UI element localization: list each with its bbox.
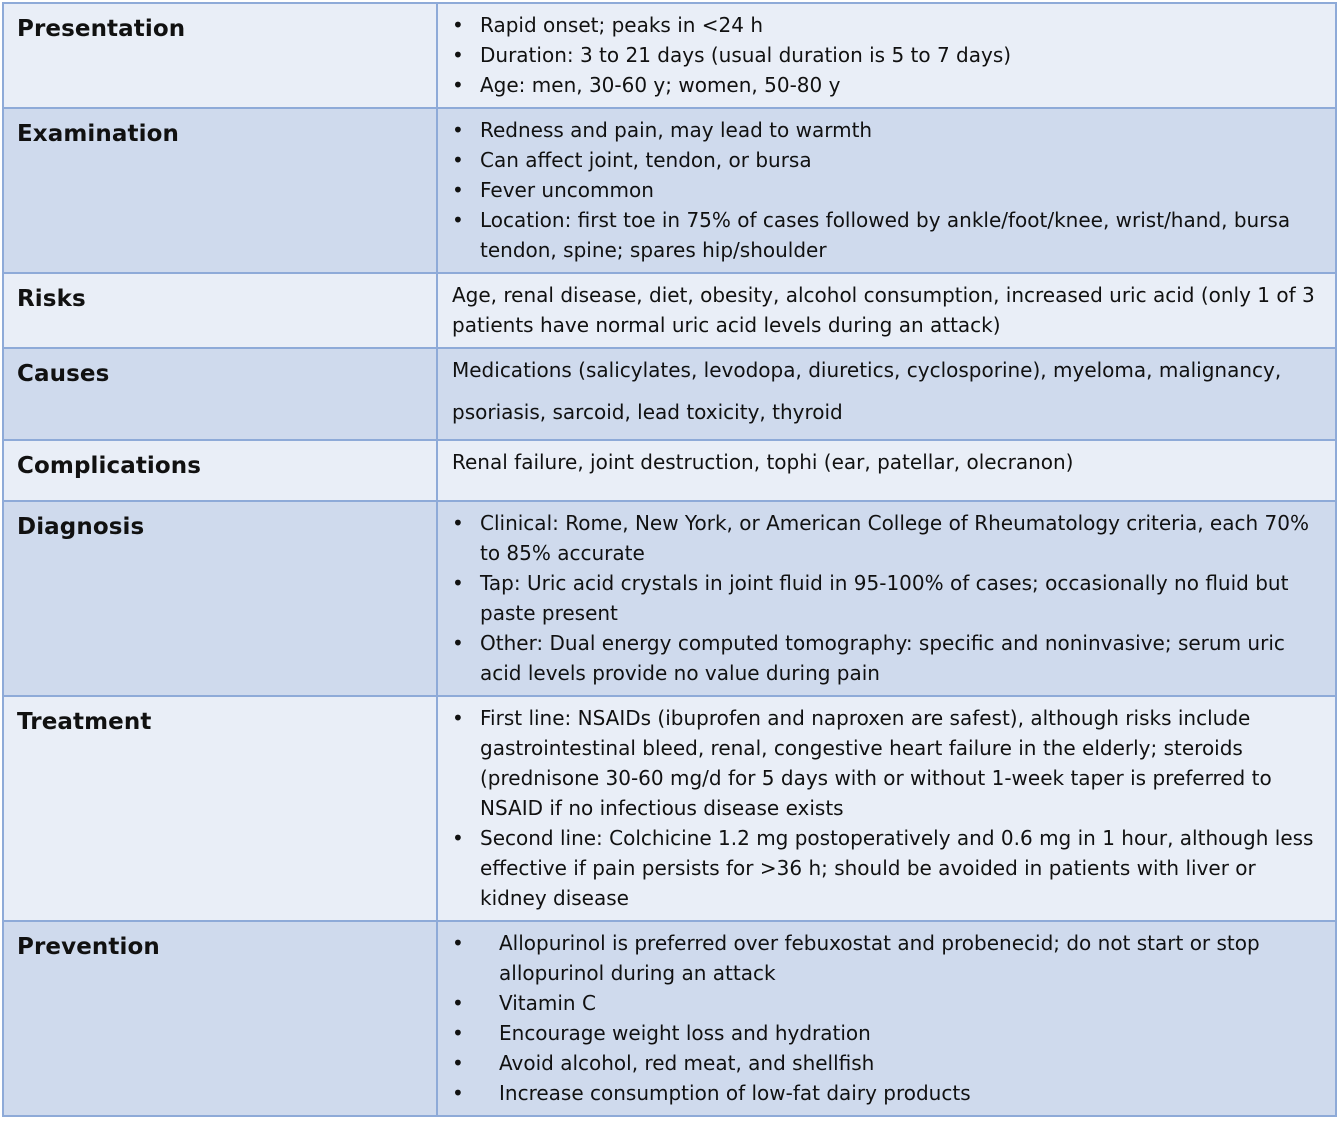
bullet-icon: • bbox=[452, 931, 464, 955]
row-label-risks: Risks bbox=[17, 286, 86, 312]
row-label-diagnosis: Diagnosis bbox=[17, 514, 145, 540]
row-label-examination: Examination bbox=[17, 121, 179, 147]
table-row bbox=[3, 108, 1336, 273]
list-item: • Avoid alcohol, red meat, and shellfish bbox=[452, 1048, 1323, 1078]
row-label-presentation: Presentation bbox=[17, 16, 186, 42]
list-item: • Redness and pain, may lead to warmth bbox=[452, 115, 1323, 145]
list-item: • Rapid onset; peaks in <24 h bbox=[452, 10, 1323, 40]
risks-text: Age, renal disease, diet, obesity, alcohol consumption, increased uric acid (only 1 of 3 patients have normal uric acid levels during an attack) bbox=[452, 283, 1315, 337]
list-item: • First line: NSAIDs (ibuprofen and naproxen are safest), although risks include gastrointestinal bleed, renal, congestive heart failure in the elderly; steroids (prednisone 30-60 mg/d for 5 days with or without 1-week taper is preferred to NSAID if no infectious disease exists bbox=[452, 703, 1323, 823]
table-row bbox=[3, 440, 1336, 501]
list-item: • Clinical: Rome, New York, or American College of Rheumatology criteria, each 70% to 85% accurate bbox=[452, 508, 1323, 568]
table-row bbox=[3, 273, 1336, 348]
list-item: • Location: first toe in 75% of cases followed by ankle/foot/knee, wrist/hand, bursa tendon, spine; spares hip/shoulder bbox=[452, 205, 1323, 265]
gout-summary-table bbox=[2, 2, 1337, 1117]
bullet-icon: • bbox=[452, 178, 464, 202]
list-item: • Vitamin C bbox=[452, 988, 1323, 1018]
list-item: • Fever uncommon bbox=[452, 175, 1323, 205]
prevention-list bbox=[438, 922, 1335, 1112]
bullet-icon: • bbox=[452, 511, 464, 535]
bullet-icon: • bbox=[452, 826, 464, 850]
list-item: • Duration: 3 to 21 days (usual duration is 5 to 7 days) bbox=[452, 40, 1323, 70]
list-item: • Encourage weight loss and hydration bbox=[452, 1018, 1323, 1048]
bullet-icon: • bbox=[452, 43, 464, 67]
causes-text: Medications (salicylates, levodopa, diuretics, cyclosporine), myeloma, malignancy, psoriasis, sarcoid, lead toxicity, thyroid bbox=[452, 358, 1282, 424]
row-label-complications: Complications bbox=[17, 453, 202, 479]
bullet-icon: • bbox=[452, 118, 464, 142]
presentation-list bbox=[438, 4, 1335, 104]
table-row bbox=[3, 921, 1336, 1116]
bullet-icon: • bbox=[452, 631, 464, 655]
list-item: • Other: Dual energy computed tomography: specific and noninvasive; serum uric acid levels provide no value during pain bbox=[452, 628, 1323, 688]
table-row bbox=[3, 348, 1336, 440]
row-label-causes: Causes bbox=[17, 361, 110, 387]
table-row bbox=[3, 696, 1336, 921]
list-item: • Age: men, 30-60 y; women, 50-80 y bbox=[452, 70, 1323, 100]
bullet-icon: • bbox=[452, 991, 464, 1015]
bullet-icon: • bbox=[452, 1051, 464, 1075]
list-item: • Can affect joint, tendon, or bursa bbox=[452, 145, 1323, 175]
bullet-icon: • bbox=[452, 13, 464, 37]
bullet-icon: • bbox=[452, 706, 464, 730]
bullet-icon: • bbox=[452, 1081, 464, 1105]
bullet-icon: • bbox=[452, 73, 464, 97]
list-item: • Increase consumption of low-fat dairy products bbox=[452, 1078, 1323, 1108]
diagnosis-list bbox=[438, 502, 1335, 692]
table-row bbox=[3, 501, 1336, 696]
list-item: • Allopurinol is preferred over febuxostat and probenecid; do not start or stop allopurinol during an attack bbox=[452, 928, 1323, 988]
row-label-treatment: Treatment bbox=[17, 709, 152, 735]
bullet-icon: • bbox=[452, 571, 464, 595]
bullet-icon: • bbox=[452, 148, 464, 172]
bullet-icon: • bbox=[452, 1021, 464, 1045]
row-label-prevention: Prevention bbox=[17, 934, 160, 960]
complications-text: Renal failure, joint destruction, tophi (ear, patellar, olecranon) bbox=[452, 450, 1074, 474]
table-row bbox=[3, 3, 1336, 108]
examination-list bbox=[438, 109, 1335, 269]
list-item: • Second line: Colchicine 1.2 mg postoperatively and 0.6 mg in 1 hour, although less effective if pain persists for >36 h; should be avoided in patients with liver or kidney disease bbox=[452, 823, 1323, 913]
treatment-list bbox=[438, 697, 1335, 917]
bullet-icon: • bbox=[452, 208, 464, 232]
list-item: • Tap: Uric acid crystals in joint fluid in 95-100% of cases; occasionally no fluid but paste present bbox=[452, 568, 1323, 628]
